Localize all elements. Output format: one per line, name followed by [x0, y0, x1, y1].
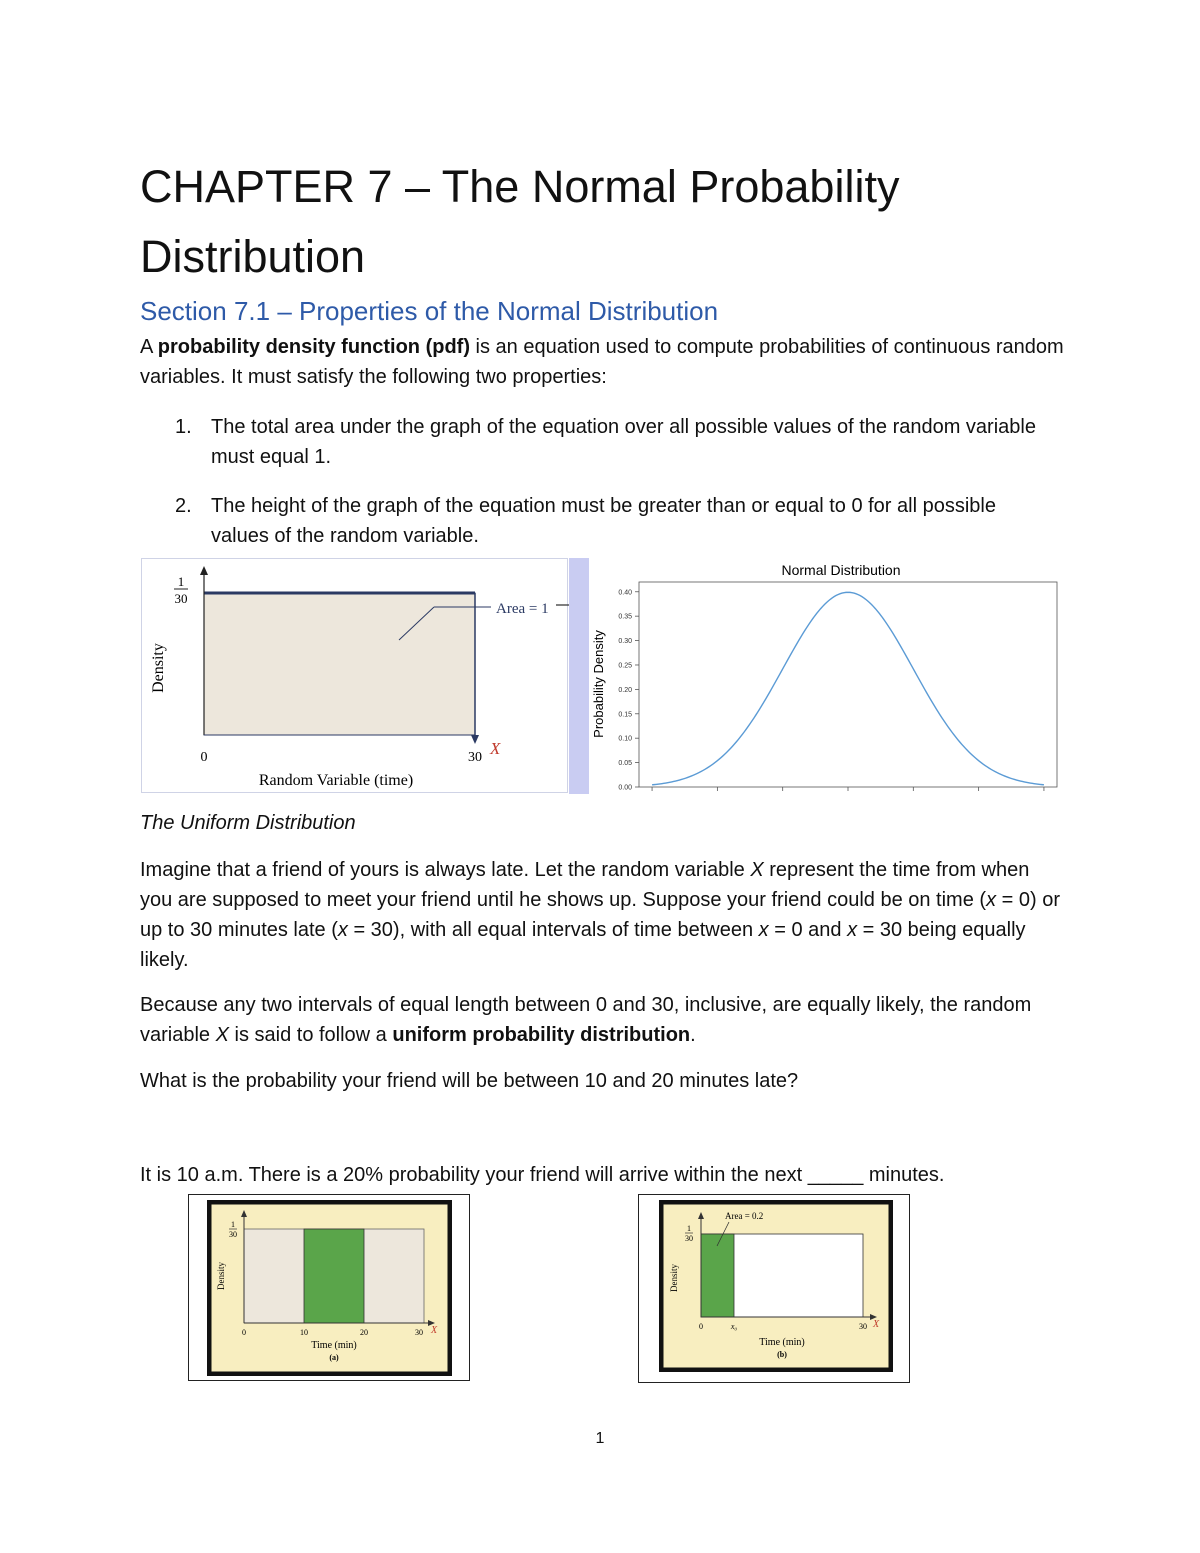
list-item-number: 2.	[175, 495, 192, 517]
figure-a-ylabel: Density	[216, 1262, 226, 1290]
question-text: What is the probability your friend will be between 10 and 20 minutes late?	[140, 1070, 799, 1092]
list-item-number: 1.	[175, 416, 192, 438]
x-variable-label: X	[873, 1319, 880, 1330]
ytick-label: 0.10	[618, 735, 632, 743]
xtick-label: 30	[859, 1322, 867, 1331]
ytick-numerator: 1	[687, 1224, 691, 1233]
ytick-numerator: 1	[177, 574, 185, 589]
var-x: X	[215, 1024, 229, 1046]
text: Imagine that a friend of yours is always late. Let the random variable	[140, 859, 751, 881]
intro-paragraph	[140, 332, 1065, 392]
ytick-label: 0.25	[618, 662, 632, 670]
xtick-label: 20	[360, 1328, 368, 1337]
ytick-denominator: 30	[174, 591, 188, 606]
figure-b-frame	[638, 1194, 910, 1383]
area-label: Area = 1	[496, 601, 549, 617]
figure-a-green-area	[304, 1229, 364, 1323]
page-number: 1	[595, 1430, 605, 1447]
xtick-label: 30	[415, 1328, 423, 1337]
text: Because any two intervals of equal length between 0 and 30, inclusive, are equally likely, the random variable	[140, 994, 1032, 1046]
section-heading: Section 7.1 – Properties of the Normal Distribution	[140, 296, 719, 326]
intro-rest: is an equation used to compute probabilities of continuous random variables. It must satisfy the following two properties:	[140, 336, 1064, 388]
var-x: x	[337, 919, 348, 941]
xtick-label: 0	[242, 1328, 246, 1337]
x-variable-label: X	[490, 739, 501, 758]
figure-a-frame	[188, 1194, 470, 1381]
blue-band	[569, 558, 589, 794]
xtick-label: 0	[699, 1322, 703, 1331]
figure-b-caption: (b)	[777, 1350, 787, 1359]
figure-b	[659, 1200, 893, 1372]
ytick-numerator: 1	[231, 1220, 235, 1229]
var-x: x	[758, 919, 769, 941]
text: .	[690, 1024, 696, 1046]
xtick-label: x₀	[730, 1322, 738, 1331]
xtick-0: 0	[200, 750, 208, 765]
intro-prefix: A	[140, 336, 158, 358]
chapter-title: CHAPTER 7 – The Normal Probability Distribution	[140, 161, 900, 282]
list-item	[175, 412, 1055, 472]
normal-chart-title: Normal Distribution	[781, 562, 901, 578]
uniform-ylabel: Density	[150, 643, 167, 693]
var-x: x	[986, 889, 997, 911]
figure-b-ylabel: Density	[669, 1264, 679, 1292]
var-x: x	[847, 919, 858, 941]
list-item-text: The height of the graph of the equation must be greater than or equal to 0 for all possible values of the random variable.	[211, 495, 996, 547]
uniform-xlabel: Random Variable (time)	[258, 772, 414, 789]
intro-term: probability density function (pdf)	[157, 336, 470, 358]
text: = 0 and	[768, 919, 848, 941]
ytick-label: 0.20	[618, 686, 632, 694]
paragraph-friend-late	[140, 855, 1065, 975]
var-x: X	[750, 859, 764, 881]
figure-b-xlabel: Time (min)	[759, 1337, 805, 1348]
xtick-label: 10	[300, 1328, 308, 1337]
ytick-label: 0.05	[618, 760, 632, 768]
normal-ylabel: Probability Density	[591, 630, 606, 738]
ytick-denominator: 30	[685, 1234, 693, 1243]
properties-list	[175, 412, 1055, 547]
figure-a	[207, 1200, 452, 1376]
text: is said to follow a	[228, 1024, 393, 1046]
text: represent the time from when you are supposed to meet your friend until he shows up. Suppose your friend could be on time (	[140, 859, 1030, 911]
ytick-label: 0.00	[618, 784, 632, 792]
text: = 30), with all equal intervals of time between	[347, 919, 759, 941]
text: = 30 being equally likely.	[140, 919, 1026, 971]
list-item-text: The total area under the graph of the equation over all possible values of the random variable must equal 1.	[211, 416, 1036, 468]
ytick-label: 0.15	[618, 711, 632, 719]
statement-text: It is 10 a.m. There is a 20% probability your friend will arrive within the next _____ minutes.	[140, 1164, 945, 1186]
uniform-term: uniform probability distribution	[392, 1024, 691, 1046]
uniform-area	[204, 593, 475, 735]
figure-a-xlabel: Time (min)	[311, 1340, 357, 1351]
list-item	[175, 491, 1055, 551]
text: = 0) or up to 30 minutes late (	[140, 889, 1060, 941]
ytick-label: 0.35	[618, 613, 632, 621]
uniform-distribution-heading: The Uniform Distribution	[140, 812, 356, 834]
normal-panel	[589, 558, 1061, 794]
pdf-figure	[141, 558, 1061, 796]
ytick-label: 0.30	[618, 638, 632, 646]
ytick-label: 0.40	[618, 589, 632, 597]
figure-b-green-area	[701, 1234, 734, 1317]
ytick-denominator: 30	[229, 1230, 237, 1239]
xtick-30: 30	[468, 750, 482, 765]
figure-b-area-label: Area = 0.2	[725, 1211, 764, 1221]
paragraph-uniform-definition	[140, 990, 1065, 1050]
figure-a-caption: (a)	[329, 1353, 339, 1362]
x-variable-label: X	[431, 1325, 438, 1336]
